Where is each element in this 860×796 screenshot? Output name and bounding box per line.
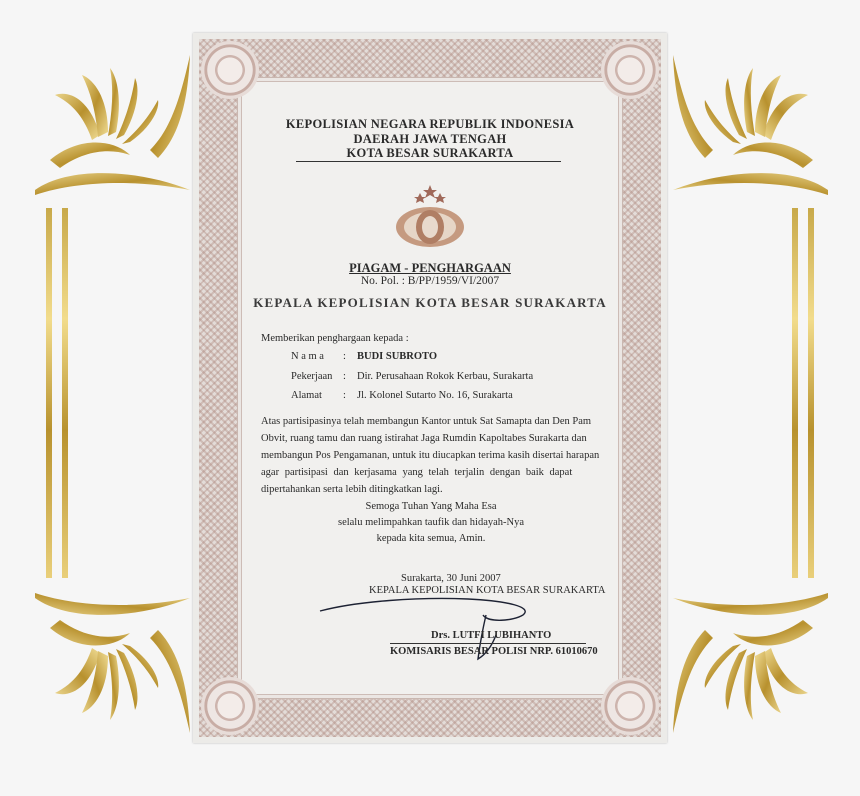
- signature-rule: [390, 643, 586, 644]
- header-rule: [296, 161, 561, 162]
- field-label: Alamat: [291, 390, 322, 401]
- recipient-intro: Memberikan penghargaan kepada :: [261, 333, 409, 344]
- field-label: Pekerjaan: [291, 371, 333, 382]
- certificate-content: [193, 33, 667, 743]
- police-emblem-icon: [390, 183, 470, 253]
- field-separator: :: [343, 371, 346, 382]
- gold-bar-right-2: [808, 208, 814, 578]
- paragraph-line-3: membangun Pos Pengamanan, untuk itu diucapkan terima kasih disertai harapan: [261, 450, 600, 461]
- ornament-left-top: [30, 40, 195, 200]
- field-value: Jl. Kolonel Sutarto No. 16, Surakarta: [357, 390, 513, 401]
- blessing-line-1: Semoga Tuhan Yang Maha Esa: [365, 501, 497, 512]
- signature-position: KEPALA KEPOLISIAN KOTA BESAR SURAKARTA: [369, 585, 606, 596]
- header-line-1: KEPOLISIAN NEGARA REPUBLIK INDONESIA: [285, 117, 575, 131]
- header-line-2: DAERAH JAWA TENGAH: [353, 132, 507, 146]
- ornament-right-top: [668, 40, 833, 200]
- field-label: N a m a: [291, 351, 324, 362]
- blessing-line-2: selalu melimpahkan taufik dan hidayah-Nya: [337, 517, 525, 528]
- signatory-rank: KOMISARIS BESAR POLISI NRP. 61010670: [390, 646, 598, 657]
- field-separator: :: [343, 390, 346, 401]
- paragraph-line-1: Atas partisipasinya telah membangun Kantor untuk Sat Samapta dan Den Pam: [261, 416, 592, 427]
- blessing-line-3: kepada kita semua, Amin.: [376, 533, 486, 544]
- header-line-3: KOTA BESAR SURAKARTA: [346, 146, 514, 160]
- gold-bar-right-1: [792, 208, 798, 578]
- issuer-title: KEPALA KEPOLISIAN KOTA BESAR SURAKARTA: [253, 295, 607, 310]
- paragraph-line-4: agar partisipasi dan kerjasama yang telah terjalin dengan baik dapat: [261, 467, 573, 478]
- gold-bar-left-2: [62, 208, 68, 578]
- field-value: BUDI SUBROTO: [357, 351, 438, 362]
- ornament-right-bottom: [668, 588, 833, 748]
- signature-place-date: Surakarta, 30 Juni 2007: [401, 573, 501, 584]
- paragraph-line-2: Obvit, ruang tamu dan ruang istirahat Jaga Rumdin Kapoltabes Surakarta dan: [261, 433, 587, 444]
- certificate: [193, 33, 667, 743]
- field-value: Dir. Perusahaan Rokok Kerbau, Surakarta: [357, 371, 534, 382]
- certificate-number: No. Pol. : B/PP/1959/VI/2007: [360, 275, 500, 287]
- gold-bar-left-1: [46, 208, 52, 578]
- signatory-name: Drs. LUTFI LUBIHANTO: [431, 630, 552, 641]
- paragraph-line-5: dipertahankan serta lebih ditingkatkan lagi.: [261, 484, 443, 495]
- certificate-heading: PIAGAM - PENGHARGAAN: [349, 261, 511, 275]
- field-separator: :: [343, 351, 346, 362]
- ornament-left-bottom: [30, 588, 195, 748]
